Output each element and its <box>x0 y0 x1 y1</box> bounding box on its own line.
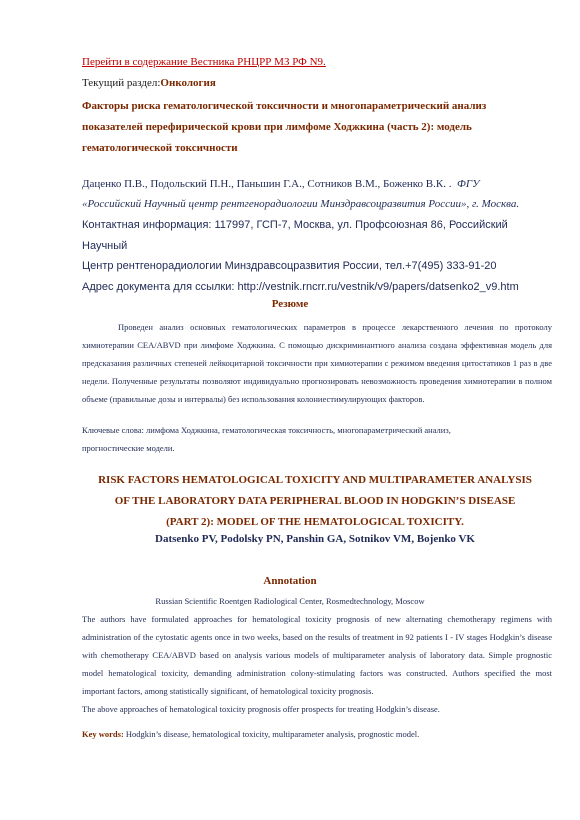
russian-authors <box>82 174 552 214</box>
keywords-line: прогностические модели. <box>82 443 175 453</box>
russian-title-line: Факторы риска гематологической токсичности и многопараметрический анализ <box>82 100 487 112</box>
english-authors: Datsenko PV, Podolsky PN, Panshin GA, Sotnikov VM, Bojenko VK <box>155 533 475 545</box>
annotation-text: The authors have formulated approaches for hematological toxicity prognosis of new alternating chemotherapy regimens with administration of the cytostatic agents once in two weeks, based on the results of treatment in 92 patients I - IV stages Hodgkin’s disease with chemotherapy CEA/ABVD based on analysis various models of multiparameter analysis of laboratory data. Simple prognostic model hematological toxicity, demanding administration colony-stimulating factors was constructed. Authors specified the most important factors, among statistically significant, of hematological toxicity prognosis. <box>82 614 552 696</box>
document-address: Адрес документа для ссылки: http://vestnik.rncrr.ru/vestnik/v9/papers/datsenko2_v9.htm <box>82 280 519 293</box>
english-annotation <box>82 610 552 718</box>
russian-title-line: показателей перефирической крови при лимфоме Ходжкина (часть 2): модель <box>82 121 472 133</box>
author-org: «Российский Научный центр рентгенорадиологии Минздравсоцразвития России», г. Москва. <box>82 198 520 210</box>
summary-heading: Резюме <box>271 298 309 310</box>
keywords-text: Hodgkin’s disease, hematological toxicity, multiparameter analysis, prognostic model. <box>123 729 420 739</box>
author-names: Даценко П.В., Подольский П.Н., Паньшин Г.А., Сотников В.М., Боженко В.К. . <box>82 178 452 190</box>
current-section <box>82 77 216 89</box>
contact-line: Центр рентгенорадиологии Минздравсоцразвития России, тел.+7(495) 333-91-20 <box>82 260 497 272</box>
author-org-prefix: ФГУ <box>456 178 480 190</box>
annotation-heading: Annotation <box>263 575 317 587</box>
contact-line: Контактная информация: 117997, ГСП-7, Москва, ул. Профсоюзная 86, Российский Научный <box>82 219 508 252</box>
keywords-line: Ключевые слова: лимфома Ходжкина, гематологическая токсичность, многопараметрический анализ, <box>82 425 451 435</box>
russian-summary <box>82 318 552 408</box>
english-title <box>70 470 560 533</box>
contact-info <box>82 215 552 297</box>
section-prefix: Текущий раздел: <box>82 77 161 89</box>
russian-title-line: гематологической токсичности <box>82 142 238 154</box>
annotation-text: The above approaches of hematological toxicity prognosis offer prospects for treating Hodgkin’s disease. <box>82 704 440 714</box>
english-title-line: OF THE LABORATORY DATA PERIPHERAL BLOOD IN HODGKIN’S DISEASE <box>114 495 516 507</box>
journal-contents-link[interactable]: Перейти в содержание Вестника РНЦРР МЗ РФ N9. <box>82 56 326 68</box>
keywords-label: Key words: <box>82 729 124 739</box>
english-title-line: (PART 2): MODEL OF THE HEMATOLOGICAL TOXICITY. <box>166 516 464 528</box>
affiliation: Russian Scientific Roentgen Radiological Center, Rosmedtechnology, Moscow <box>155 596 425 606</box>
russian-keywords <box>82 421 552 457</box>
english-keywords <box>82 725 552 743</box>
russian-title <box>82 96 522 159</box>
english-title-line: RISK FACTORS HEMATOLOGICAL TOXICITY AND MULTIPARAMETER ANALYSIS <box>98 474 532 486</box>
section-name: Онкология <box>160 77 216 89</box>
summary-text: Проведен анализ основных гематологических параметров в процессе лекарственного лечения по протоколу химиотерапии CEA/ABVD при лимфоме Ходжкина. С помощью дискриминантного анализа создана эффективная модель для предсказания различных степеней лейкоцитарной токсичности при химиотерапии с режимом введения цитостатиков 1 раз в две недели. Полученные результаты позволяют индивидуально прогнозировать невозможность проведения химиотерапии в полном объеме (правильные дозы и интервалы) без использования колониестимулирующих факторов. <box>82 322 552 404</box>
